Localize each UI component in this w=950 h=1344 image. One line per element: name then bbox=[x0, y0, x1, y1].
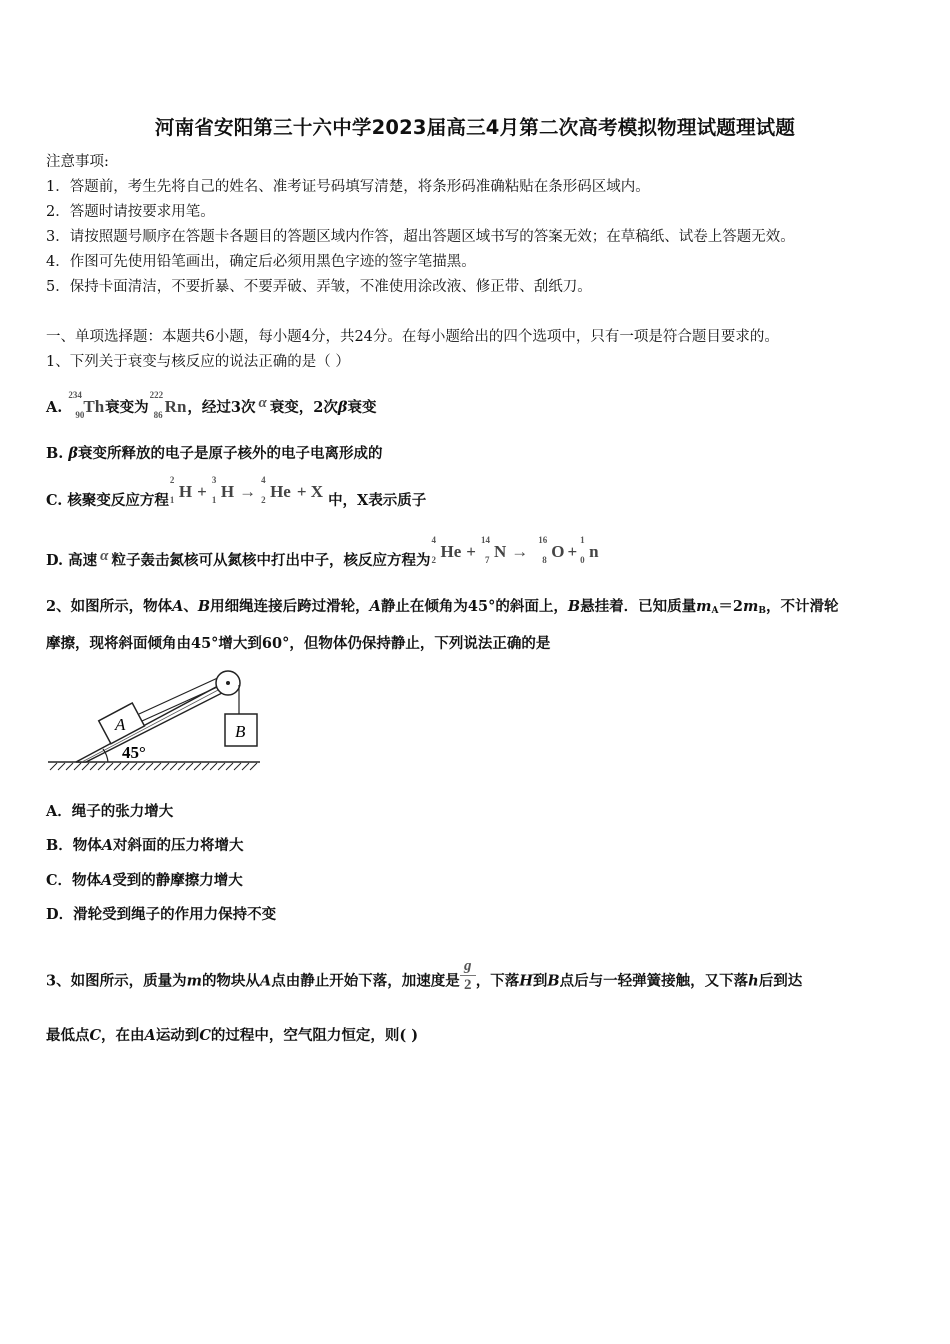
plus-sign: + bbox=[197, 482, 207, 501]
q1-option-b bbox=[46, 444, 383, 464]
text: 、 bbox=[183, 598, 198, 615]
notice-item-4: 4．作图可先使用铅笔画出，确定后必须用黑色字迹的签字笔描黑。 bbox=[46, 254, 476, 270]
q2-option-d bbox=[46, 905, 276, 925]
nuclide-h3 bbox=[211, 475, 235, 505]
q2-option-b bbox=[46, 836, 244, 856]
notice-item-3: 3．请按照题号顺序在答题卡各题目的答题区域内作答，超出答题区域书写的答案无效；在草稿纸、试卷上答题无效。 bbox=[46, 229, 795, 245]
text: 运动到 bbox=[155, 1027, 200, 1044]
atomic-number: 0 bbox=[580, 555, 585, 565]
nuclide-th bbox=[68, 390, 105, 420]
option-label: D. bbox=[46, 552, 64, 569]
var-a: A bbox=[144, 1027, 156, 1044]
element-symbol: Th bbox=[83, 397, 105, 416]
text: 衰变 bbox=[347, 399, 377, 416]
var-a: A bbox=[369, 598, 381, 615]
text: ＝2 bbox=[718, 598, 744, 615]
text: ，不计滑轮 bbox=[765, 598, 839, 615]
mass-number: 3 bbox=[211, 475, 217, 485]
var-a: A bbox=[101, 837, 114, 854]
incline-pulley-figure bbox=[46, 664, 264, 774]
atomic-number: 86 bbox=[153, 410, 163, 420]
text: 到 bbox=[532, 972, 548, 990]
var-b: B bbox=[567, 598, 581, 615]
text: ，下落 bbox=[475, 972, 520, 990]
element-symbol: H bbox=[220, 482, 235, 501]
var-c: C bbox=[89, 1027, 102, 1044]
fraction-g-over-2 bbox=[460, 957, 476, 994]
text: 中，X表示质子 bbox=[328, 492, 427, 509]
atomic-number: 1 bbox=[169, 495, 175, 505]
element-symbol: H bbox=[178, 482, 193, 501]
text: 核聚变反应方程 bbox=[67, 492, 169, 509]
var-a: A bbox=[101, 872, 113, 889]
nuclide-rn bbox=[149, 390, 187, 420]
element-symbol: O bbox=[551, 542, 565, 561]
nuclide-o bbox=[538, 535, 565, 565]
mass-number: 222 bbox=[149, 390, 164, 400]
text: 粒子轰击氮核可从氮核中打出中子，核反应方程为 bbox=[111, 552, 431, 569]
option-label: A. bbox=[46, 399, 63, 416]
element-symbol: He bbox=[440, 542, 462, 561]
plus-sign: + bbox=[466, 542, 476, 561]
var-a: A bbox=[172, 598, 184, 615]
var-b: B bbox=[547, 972, 560, 990]
text: 的过程中，空气阻力恒定，则( ) bbox=[210, 1027, 419, 1044]
atomic-number: 8 bbox=[542, 555, 547, 565]
text: 用细绳连接后跨过滑轮， bbox=[210, 598, 370, 615]
text: 对斜面的压力将增大 bbox=[113, 837, 244, 854]
q1-option-a bbox=[46, 390, 377, 420]
nuclide-h2 bbox=[169, 475, 193, 505]
option-label: C. bbox=[46, 492, 63, 509]
notice-item-5: 5．保持卡面清洁，不要折暴、不要弄破、弄皱，不准使用涂改液、修正带、刮纸刀。 bbox=[46, 279, 592, 295]
nuclide-neutron bbox=[580, 535, 599, 565]
atomic-number: 90 bbox=[75, 410, 85, 420]
q2-option-a bbox=[46, 802, 173, 822]
section-heading: 一、单项选择题：本题共6小题，每小题4分，共24分。在每小题给出的四个选项中，只有一项是符合题目要求的。 bbox=[46, 329, 779, 345]
q1-stem: 1、下列关于衰变与核反应的说法正确的是（ ） bbox=[46, 354, 350, 370]
arrow: → bbox=[511, 542, 529, 561]
text: ，经过3次 bbox=[187, 399, 256, 416]
text: 3、如图所示，质量为 bbox=[46, 972, 187, 990]
atomic-number: 1 bbox=[211, 495, 217, 505]
plus-sign: + bbox=[567, 542, 578, 561]
text: 衰变所释放的电子是原子核外的电子电离形成的 bbox=[78, 445, 383, 462]
alpha-symbol: α bbox=[258, 395, 267, 411]
option-label: C． bbox=[46, 872, 73, 889]
notice-item-2: 2．答题时请按要求用笔。 bbox=[46, 204, 215, 220]
notice-heading: 注意事项: bbox=[46, 154, 109, 170]
var-m: m bbox=[696, 598, 712, 615]
element-symbol: He bbox=[270, 482, 291, 501]
nuclide-n bbox=[480, 535, 507, 565]
block-a-label: A bbox=[115, 715, 126, 734]
arrow: → bbox=[239, 482, 257, 501]
var-h-lower: h bbox=[748, 972, 759, 990]
var-m: m bbox=[186, 972, 202, 990]
text: 后到达 bbox=[758, 972, 803, 990]
mass-number: 234 bbox=[68, 390, 82, 400]
atomic-number: 7 bbox=[484, 555, 490, 565]
q3-stem-line2 bbox=[46, 1026, 418, 1046]
pulley-axle bbox=[226, 681, 230, 685]
mass-number: 1 bbox=[580, 535, 585, 545]
text: 滑轮受到绳子的作用力保持不变 bbox=[73, 906, 277, 923]
q3-stem-line1 bbox=[46, 958, 803, 1000]
atomic-number: 2 bbox=[261, 495, 266, 505]
text: 衰变为 bbox=[105, 399, 149, 416]
notice-item-1: 1．答题前，考生先将自己的姓名、准考证号码填写清楚，将条形码准确粘贴在条形码区域内。 bbox=[46, 179, 650, 195]
q2-stem-line1 bbox=[46, 597, 838, 621]
text: ，在由 bbox=[101, 1027, 145, 1044]
var-b: B bbox=[197, 598, 211, 615]
plus-x: + X bbox=[296, 482, 324, 501]
ground-hatch bbox=[50, 763, 257, 770]
nuclide-he bbox=[431, 535, 462, 565]
mass-number: 16 bbox=[538, 535, 548, 545]
mass-number: 4 bbox=[261, 475, 266, 485]
text: 的物块从 bbox=[201, 972, 260, 990]
subscript-b: B bbox=[758, 606, 766, 616]
angle-label: 45° bbox=[122, 743, 146, 762]
var-h-upper: H bbox=[519, 972, 533, 990]
text: 点由静止开始下落，加速度是 bbox=[271, 972, 460, 990]
rope-incline-2 bbox=[142, 684, 224, 721]
element-symbol: N bbox=[493, 542, 507, 561]
var-m: m bbox=[743, 598, 759, 615]
subscript-a: A bbox=[711, 606, 719, 616]
incline-plank bbox=[76, 686, 222, 762]
text: 绳子的张力增大 bbox=[71, 803, 174, 820]
var-a: A bbox=[259, 972, 272, 990]
alpha-symbol: α bbox=[100, 548, 109, 564]
text: 物体 bbox=[72, 837, 102, 854]
beta-symbol: β bbox=[68, 445, 79, 462]
mass-number: 4 bbox=[431, 535, 436, 545]
text: 点后与一轻弹簧接触，又下落 bbox=[559, 972, 749, 990]
option-label: D． bbox=[46, 906, 74, 923]
q1-option-d bbox=[46, 535, 600, 571]
option-label: B. bbox=[46, 445, 64, 462]
mass-number: 2 bbox=[169, 475, 175, 485]
q2-stem-line2: 摩擦，现将斜面倾角由45°增大到60°，但物体仍保持静止，下列说法正确的是 bbox=[46, 635, 551, 652]
block-b-label: B bbox=[235, 722, 246, 741]
atomic-number: 2 bbox=[431, 555, 436, 565]
beta-symbol: β bbox=[337, 399, 348, 416]
page-title: 河南省安阳第三十六中学2023届高三4月第二次高考模拟物理试题理试题 bbox=[154, 116, 796, 139]
option-label: B． bbox=[46, 837, 73, 854]
text: 高速 bbox=[68, 552, 98, 569]
text: 悬挂着．已知质量 bbox=[580, 598, 697, 615]
nuclide-he bbox=[261, 475, 291, 505]
element-symbol: n bbox=[589, 542, 599, 561]
text: 2、如图所示，物体 bbox=[46, 598, 173, 615]
option-label: A． bbox=[46, 803, 72, 820]
text: 衰变，2次 bbox=[269, 399, 338, 416]
var-c: C bbox=[199, 1027, 211, 1044]
element-symbol: Rn bbox=[164, 397, 187, 416]
mass-number: 14 bbox=[480, 535, 490, 545]
q2-option-c bbox=[46, 871, 243, 891]
text: 物体 bbox=[72, 872, 102, 889]
text: 静止在倾角为45°的斜面上， bbox=[380, 598, 568, 615]
q1-option-c bbox=[46, 475, 427, 511]
denominator: 2 bbox=[463, 977, 472, 993]
numerator: g bbox=[460, 957, 476, 976]
text: 最低点 bbox=[46, 1027, 90, 1044]
text: 受到的静摩擦力增大 bbox=[112, 872, 243, 889]
